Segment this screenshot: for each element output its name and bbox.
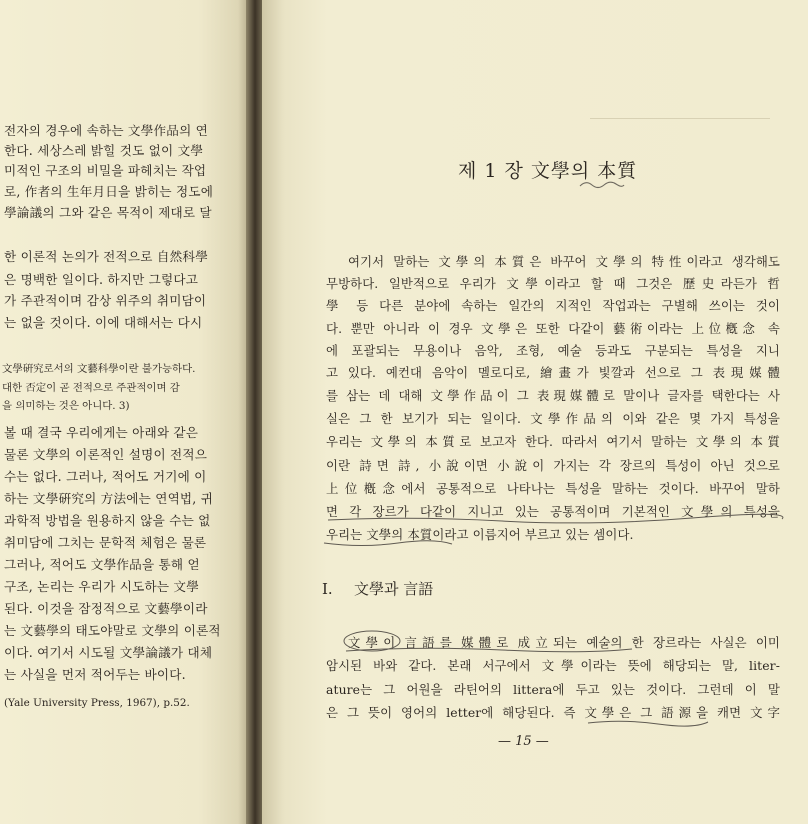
text-line: 學論議의 그와 같은 목적이 제대로 달 bbox=[4, 205, 212, 220]
pencil-squiggle bbox=[578, 178, 626, 190]
text-line: 한 이론적 논의가 전적으로 自然科學 bbox=[4, 249, 209, 264]
text-line: 學 등 다른 분야에 속하는 일간의 지적인 작업과는 구별해 쓰이는 것이 bbox=[326, 298, 780, 313]
text-line: 가 주관적이며 감상 위주의 취미담이 bbox=[4, 293, 207, 308]
text-line: 上位槪念에서 공통적으로 나타나는 특성을 말하는 것이다. 바꾸어 말하 bbox=[326, 481, 780, 496]
text-line: 는 文藝學의 태도야말로 文學의 이론적 bbox=[4, 623, 221, 638]
text-line: 한다. 세상스레 밝힐 것도 없이 文學 bbox=[4, 143, 204, 158]
chapter-title: 제 1 장 文學의 本質 bbox=[458, 156, 637, 183]
text-line: 무방하다. 일반적으로 우리가 文學이라고 할 때 그것은 歷史라든가 哲 bbox=[326, 276, 780, 291]
text-line: 물론 文學의 이론적인 설명이 전적으 bbox=[4, 447, 208, 462]
text-line: 구조, 논리는 우리가 시도하는 文學 bbox=[4, 579, 199, 594]
text-line: 여기서 말하는 文學의 本質은 바꾸어 文學의 特性이라고 생각해도 bbox=[348, 254, 780, 269]
right-page bbox=[262, 0, 808, 824]
text-line: 전자의 경우에 속하는 文學作品의 연 bbox=[4, 123, 209, 138]
text-line: 과학적 방법을 원용하지 않을 수는 없 bbox=[4, 513, 211, 528]
text-line: 로, 作者의 生年月日을 밝히는 정도에 bbox=[4, 184, 214, 199]
left-citation: (Yale University Press, 1967), p.52. bbox=[4, 697, 190, 709]
section-number: I. bbox=[322, 580, 333, 598]
text-line: 은 그 뜻이 영어의 letter에 해당된다. 즉 文學은 그 語源을 캐면 文字 bbox=[326, 705, 780, 720]
footnote-line: 을 의미하는 것은 아니다. 3) bbox=[2, 400, 130, 412]
text-line: ature는 그 어원을 라틴어의 littera에 두고 있는 것이다. 그런데 이 말 bbox=[326, 682, 780, 697]
section-heading bbox=[322, 578, 433, 599]
text-line: 취미담에 그치는 문학적 체험은 물론 bbox=[4, 535, 207, 550]
text-line: 은 명백한 일이다. 하지만 그렇다고 bbox=[4, 272, 199, 287]
text-line: 는 없을 것이다. 이에 대해서는 다시 bbox=[4, 315, 203, 330]
left-page bbox=[0, 0, 248, 824]
show-through-text bbox=[590, 112, 790, 131]
footnote-line: 文學硏究로서의 文藝科學이란 불가능하다. bbox=[2, 363, 196, 375]
section-title: 文學과 言語 bbox=[354, 580, 434, 598]
text-line: 면 각 장르가 다같이 지니고 있는 공통적이며 기본적인 文學의 특성을 bbox=[326, 504, 780, 519]
text-line: 실은 그 한 보기가 되는 일이다. 文學作品의 이와 같은 몇 가지 특성을 bbox=[326, 411, 780, 426]
text-line: 이란 詩면 詩, 小說이면 小說이 가지는 각 장르의 특성이 아닌 것으로 bbox=[326, 458, 780, 473]
text-line: 수는 없다. 그러나, 적어도 거기에 이 bbox=[4, 469, 207, 484]
text-line: 를 삼는 데 대해 文學作品이 그 表現媒體로 말이나 글자를 택한다는 사 bbox=[326, 388, 780, 403]
text-line: 고 있다. 예컨대 음악이 멜로디로, 繪畫가 빛깔과 선으로 그 表現媒體 bbox=[326, 365, 780, 380]
text-line: 암시된 바와 같다. 본래 서구에서 文學이라는 뜻에 해당되는 말, liter- bbox=[326, 658, 780, 673]
text-line: 다. 뿐만 아니라 이 경우 文學은 또한 다같이 藝術이라는 上位槪念 속 bbox=[326, 321, 780, 336]
text-line: 미적인 구조의 비밀을 파헤치는 작업 bbox=[4, 163, 207, 178]
text-line: 그러나, 적어도 文學作品을 통해 얻 bbox=[4, 557, 200, 572]
text-line: 는 사실을 먼저 적어두는 바이다. bbox=[4, 667, 186, 682]
text-line: 볼 때 결국 우리에게는 아래와 같은 bbox=[4, 425, 199, 440]
text-line: 하는 文學硏究의 方法에는 연역법, 귀 bbox=[4, 491, 214, 506]
text-line: 이다. 여기서 시도될 文學論議가 대체 bbox=[4, 645, 213, 660]
text-line: 우리는 文學의 本質이라고 이름지어 부르고 있는 셈이다. bbox=[326, 527, 634, 542]
page-number: — 15 — bbox=[498, 734, 549, 749]
text-line: 된다. 이것을 잠정적으로 文藝學이라 bbox=[4, 601, 208, 616]
text-line: 에 포괄되는 무용이나 음악, 조형, 예술 등과도 구분되는 특성을 지니 bbox=[326, 343, 780, 358]
text-line: 우리는 文學의 本質로 보고자 한다. 따라서 여기서 말하는 文學의 本質 bbox=[326, 434, 780, 449]
text-line: 文學이 言語를 媒體로 成立되는 예술의 한 장르라는 사실은 이미 bbox=[348, 635, 780, 650]
footnote-line: 대한 否定이 곧 전적으로 주관적이며 감 bbox=[2, 382, 180, 394]
